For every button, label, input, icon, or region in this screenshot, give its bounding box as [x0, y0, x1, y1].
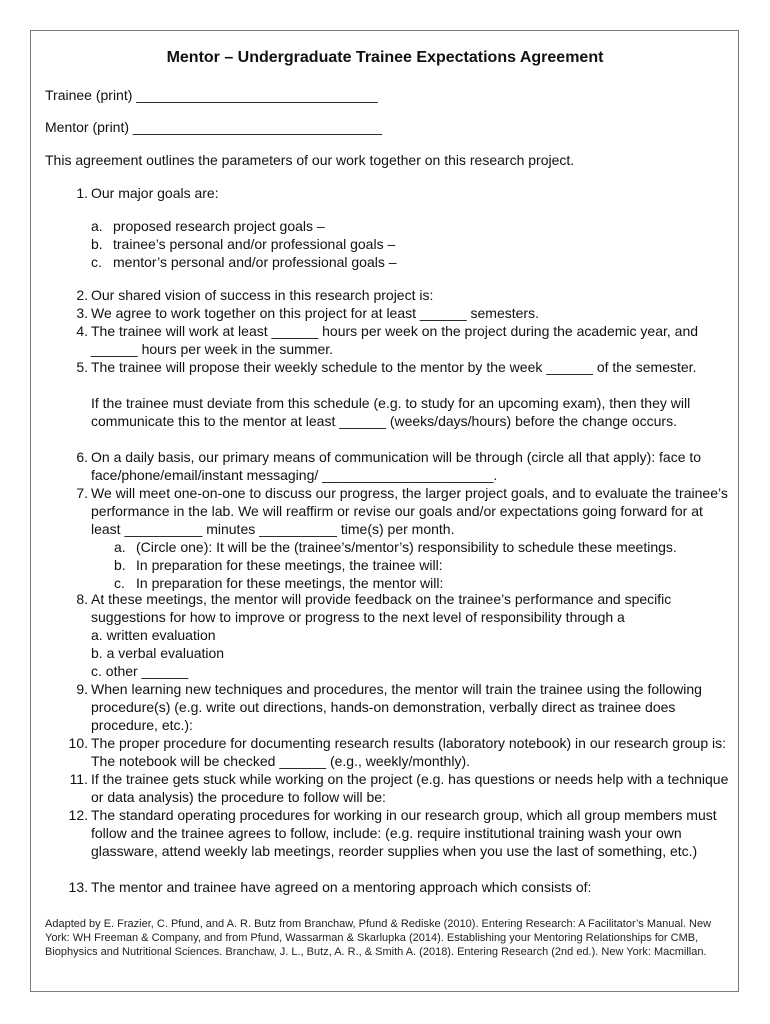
item-number: 7. — [76, 485, 88, 501]
item-number: 2. — [76, 287, 88, 303]
sub-text: In preparation for these meetings, the trainee will: — [136, 557, 443, 573]
item-number: 6. — [76, 449, 88, 465]
goal-label: c. — [91, 254, 102, 270]
sub-label: a. — [114, 539, 126, 555]
citation-footer: Adapted by E. Frazier, C. Pfund, and A. R. Butz from Branchaw, Pfund & Rediske (2010). Entering Research: A Facilitator’s Manual. New York: WH Freeman & Company, and from Pfund, Wassarman & Skarlupka (2014). Establishing your Mentoring Relationships for CMB, Biophysics and Nutritional Sciences. Branchaw, J. L., Butz, A. R., & Smith A. (2018). Entering Research (2nd ed.). New York: Macmillan. — [45, 918, 712, 959]
goal-label: a. — [91, 218, 103, 234]
item-8-text: At these meetings, the mentor will provide feedback on the trainee’s performance and specific suggestions for how to improve or progress to the next level of responsibility through a — [91, 591, 672, 625]
item-number: 1. — [76, 185, 88, 201]
sub-text: (Circle one): It will be the (trainee’s/mentor’s) responsibility to schedule these meetings. — [136, 539, 677, 555]
item-6-text: On a daily basis, our primary means of communication will be through (circle all that apply): face to face/phone/email/instant messaging/ ______________________. — [91, 449, 702, 483]
item-number: 3. — [76, 305, 88, 321]
document-title: Mentor – Undergraduate Trainee Expectations Agreement — [166, 49, 604, 66]
sub-label: b. — [114, 557, 126, 573]
goal-item — [91, 217, 325, 235]
goal-text: trainee’s personal and/or professional goals – — [113, 236, 396, 252]
item-11-text: If the trainee gets stuck while working on the project (e.g. has questions or needs help with a technique or data analysis) the procedure to follow will be: — [91, 771, 729, 805]
item-2-text: Our shared vision of success in this research project is: — [91, 287, 434, 303]
trainee-print-line: Trainee (print) _______________________________ — [45, 87, 378, 103]
item-number: 9. — [76, 681, 88, 697]
goal-label: b. — [91, 236, 103, 252]
item-4-text: The trainee will work at least ______ hours per week on the project during the academic year, and ______ hours per week in the summer. — [91, 323, 699, 357]
item-number: 12. — [68, 807, 88, 823]
item-number: 5. — [76, 359, 88, 375]
goal-text: mentor’s personal and/or professional goals – — [113, 254, 397, 270]
item-9-text: When learning new techniques and procedures, the mentor will train the trainee using the following procedure(s) (e.g. write out directions, hands-on demonstration, verbally direct as trainee does procedure, etc.): — [91, 681, 702, 733]
intro-text: This agreement outlines the parameters of our work together on this research project. — [45, 152, 575, 168]
item-number: 10. — [68, 735, 88, 751]
evaluation-option: c. other ______ — [91, 663, 189, 679]
item-7-text: We will meet one-on-one to discuss our progress, the larger project goals, and to evaluate the trainee’s performance in the lab. We will reaffirm or revise our goals and/or expectations going forward for at least __________ minutes __________ time(s) per month. — [91, 485, 728, 537]
item-13-text: The mentor and trainee have agreed on a mentoring approach which consists of: — [91, 879, 592, 895]
item-12-text: The standard operating procedures for working in our research group, which all group members must follow and the trainee agrees to follow, include: (e.g. require institutional training wash your own glassware, attend weekly lab meetings, reorder supplies when you use the last of something, etc.) — [91, 807, 717, 859]
goal-text: proposed research project goals – — [113, 218, 325, 234]
item-5-text-continued: If the trainee must deviate from this schedule (e.g. to study for an upcoming exam), then they will communicate this to the mentor at least ______ (weeks/days/hours) before the change occurs. — [91, 395, 691, 429]
item-number: 11. — [69, 771, 88, 787]
item-1-text: Our major goals are: — [91, 185, 219, 201]
mentor-print-line: Mentor (print) ________________________________ — [45, 119, 383, 135]
sub-text: In preparation for these meetings, the mentor will: — [136, 575, 444, 591]
meeting-sub-item — [114, 538, 677, 556]
item-3-text: We agree to work together on this project for at least ______ semesters. — [91, 305, 539, 321]
item-5-text: The trainee will propose their weekly schedule to the mentor by the week ______ of the semester. — [91, 359, 697, 375]
goal-item — [91, 253, 397, 271]
sub-label: c. — [114, 575, 125, 591]
item-10-text: The proper procedure for documenting research results (laboratory notebook) in our research group is: The notebook will be checked ______ (e.g., weekly/monthly). — [91, 735, 726, 769]
goal-item — [91, 235, 395, 253]
evaluation-option: b. a verbal evaluation — [91, 645, 225, 661]
evaluation-option: a. written evaluation — [91, 627, 216, 643]
item-number: 4. — [76, 323, 88, 339]
meeting-sub-item — [114, 556, 443, 574]
item-number: 8. — [76, 591, 88, 607]
item-number: 13. — [68, 879, 88, 895]
